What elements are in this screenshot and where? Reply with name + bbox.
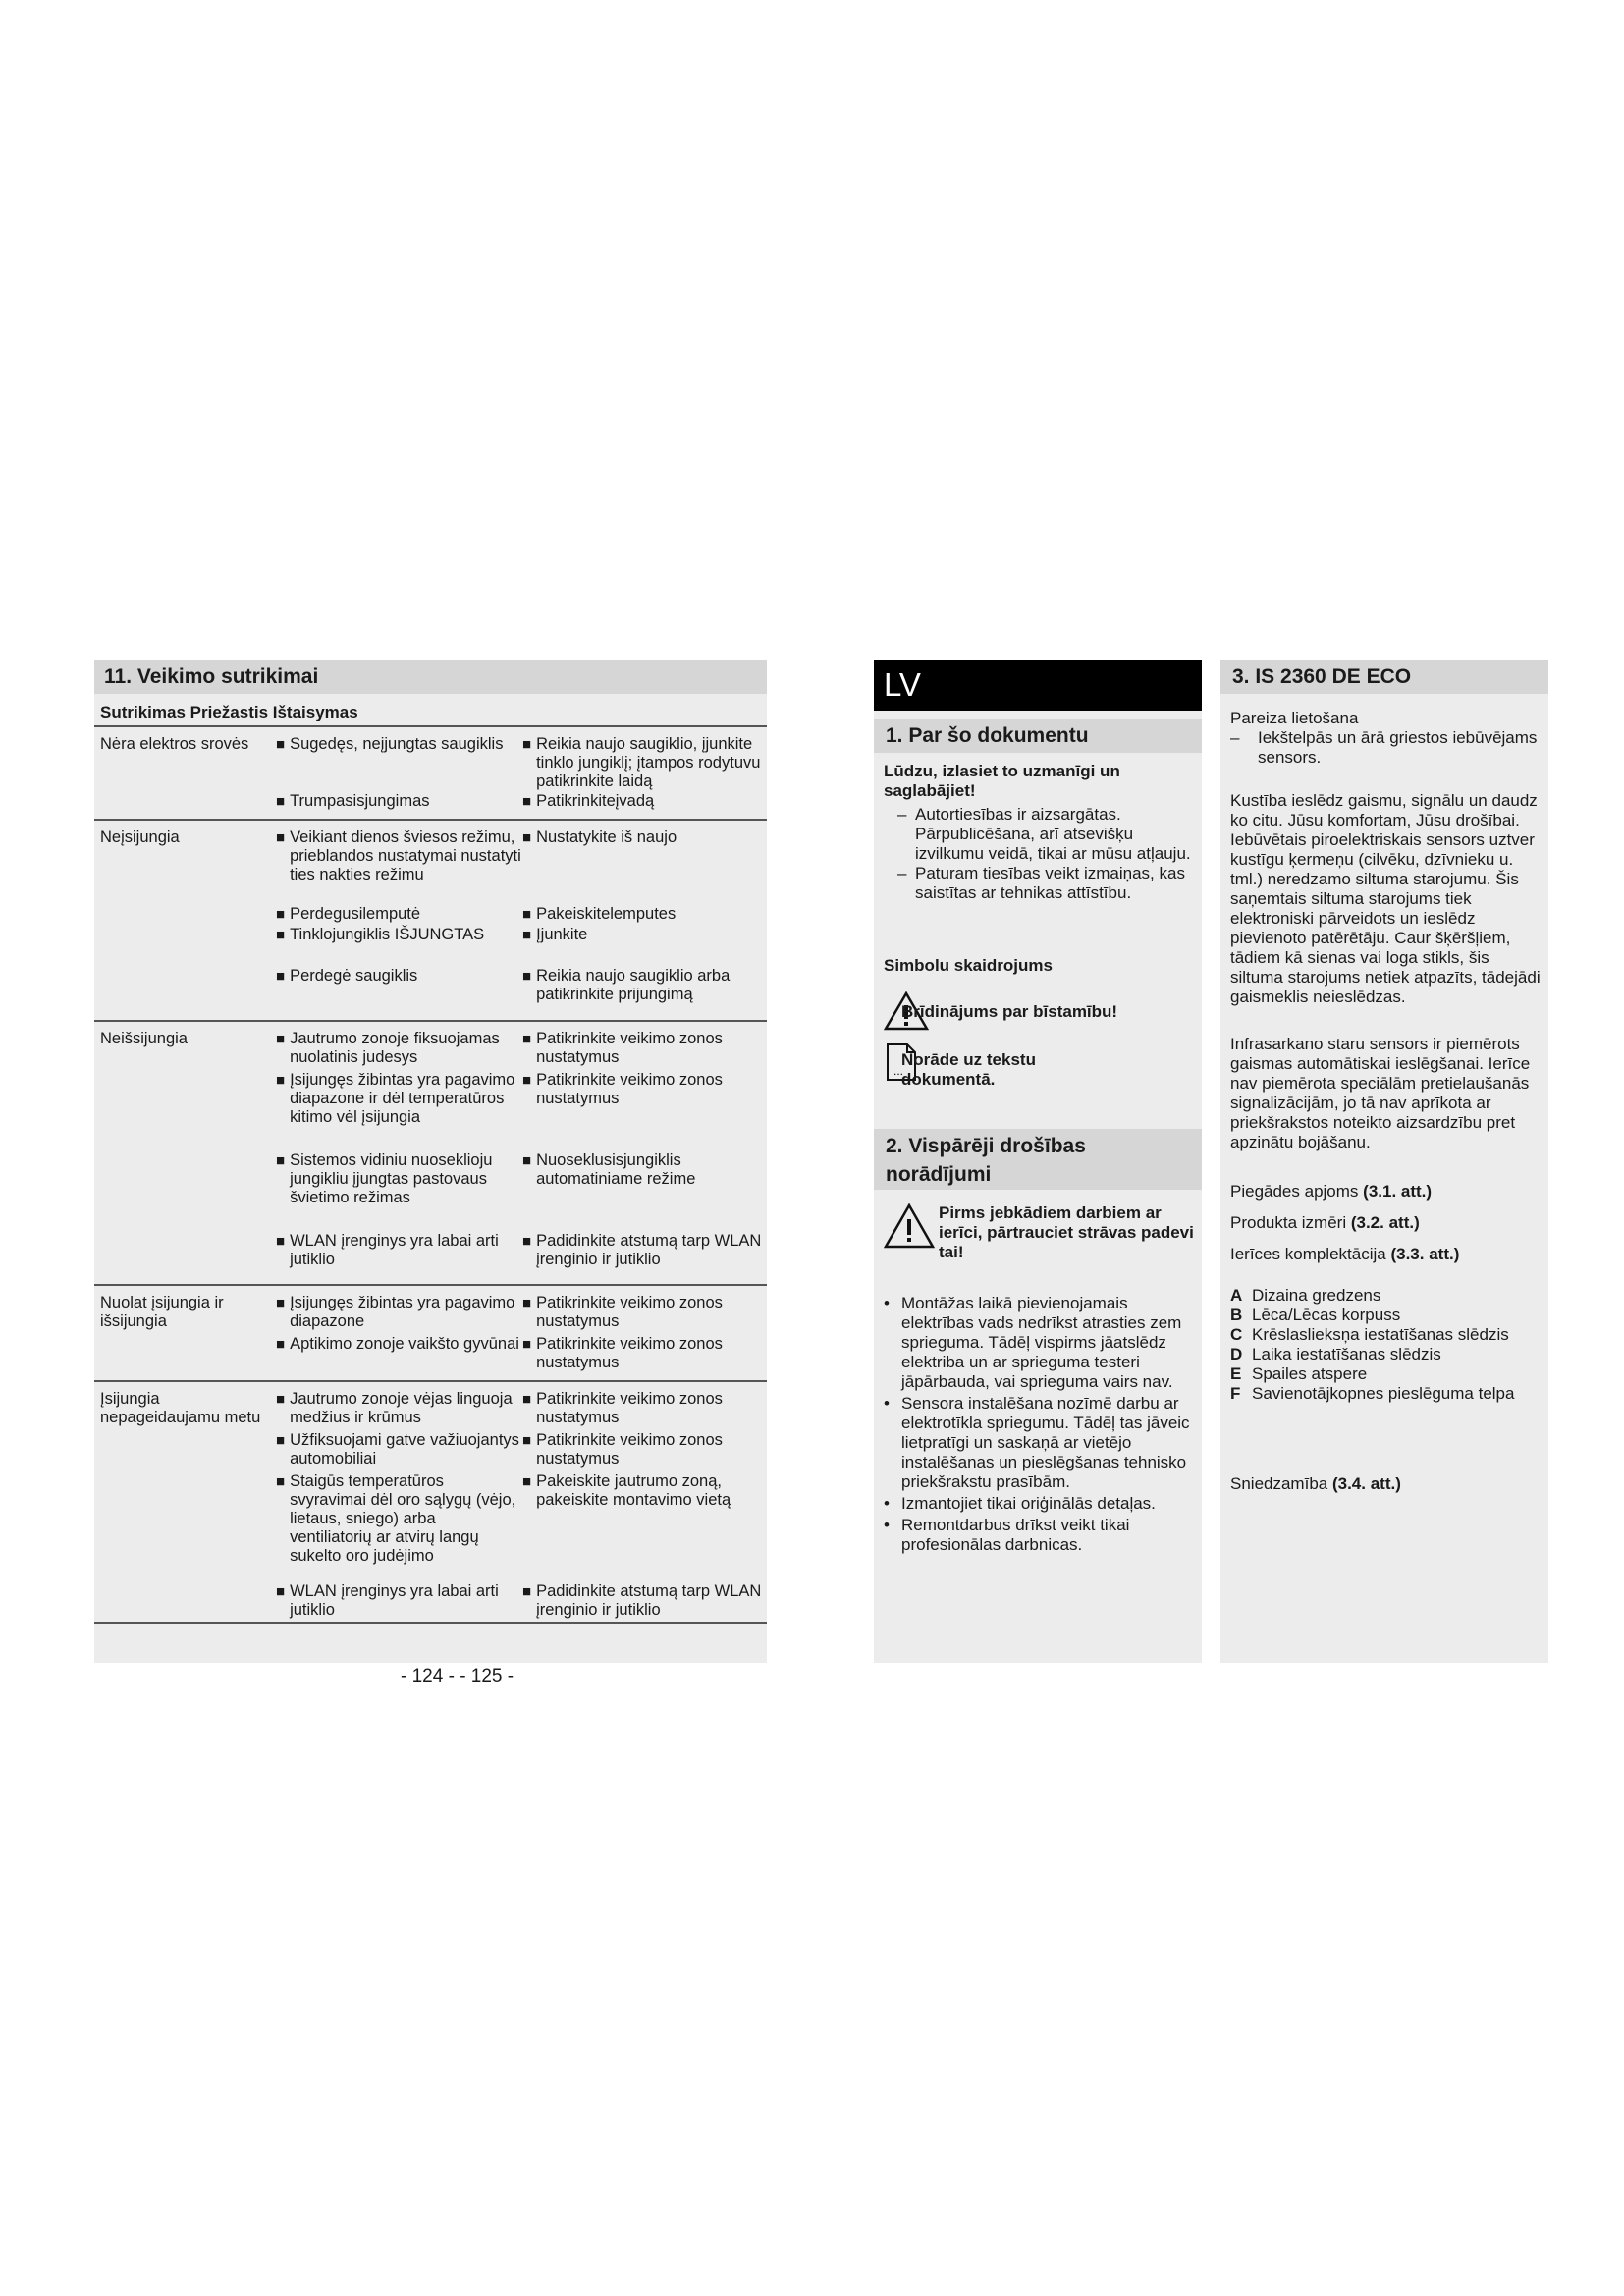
page-numbers: - 124 - - 125 - (401, 1666, 514, 1686)
section-2-title: 2. Vispārēji drošības norādījumi (874, 1129, 1202, 1190)
fix-cell: ■ Patikrinkite veikimo zonos nustatymus ■ Patikrinkite veikimo zonos nustatymus (522, 1294, 723, 1371)
section-1-title: 1. Par šo dokumentu (874, 719, 1202, 753)
cause-cell: ■ Veikiant dienos šviesos režimu, prieblandos nustatymai nustatyti ties nakties režimu ■ Perdegusilemputė ■ Tinklojungiklis IŠJUNGTAS ■ Perdegė saugiklis (276, 828, 521, 985)
fix-cell: ■ Patikrinkite veikimo zonos nustatymus ■ Patikrinkite veikimo zonos nustatymus ■ Nuoseklusisjungiklis automatiniame režime ■ Padidinkite atstumą tarp WLAN įrenginio ir jutiklio (522, 1030, 762, 1268)
section-3-title: 3. IS 2360 DE ECO (1220, 660, 1548, 694)
table-bottom-rule (94, 1622, 767, 1624)
problem-cell: Nuolat įsijungia ir išsijungia (100, 1294, 224, 1330)
list-item: E Spailes atspere (1230, 1364, 1368, 1383)
list-item: D Laika iestatīšanas slēdzis (1230, 1345, 1441, 1363)
language-label: LV (874, 660, 1202, 711)
intro-bold: Lūdzu, izlasiet to uzmanīgi un saglabājiet! (884, 762, 1120, 800)
fix-cell: ■ Nustatykite iš naujo ■ Pakeiskitelemputes ■ Įjunkite ■ Reikia naujo saugiklio arba patikrinkite prijungimą (522, 828, 731, 1003)
list-item: F Savienotājkopnes pieslēguma telpa (1230, 1384, 1515, 1403)
product-info-panel (1220, 660, 1548, 1663)
product-dimensions-ref: Produkta izmēri (3.2. att.) (1230, 1213, 1420, 1232)
dash-list: – Autortiesības ir aizsargātas. Pārpublicēšana, arī atsevišķu izvilkumu veidā, tikai ar mūsu atļauju. – Paturam tiesības veikt izmaiņas, kas saistītas ar tehnikas attīstību. (897, 805, 1191, 902)
reach-ref: Sniedzamība (3.4. att.) (1230, 1474, 1401, 1493)
description-para-2: Infrasarkano staru sensors ir piemērots gaismas automātiskai ieslēgšanai. Ierīce nav piemērota speciālām pretielaušanās signalizācijām, jo tā nav aprīkota ar priekšrakstos noteikto aizsardzību pret apzinātu bojāšanu. (1230, 1035, 1531, 1151)
intended-use-title: Pareiza lietošana (1230, 709, 1359, 727)
symbol-note-text: Norāde uz tekstu dokumentā. (901, 1050, 1036, 1089)
symbol-warning-text: Brīdinājums par bīstamību! (901, 1002, 1118, 1021)
fix-cell: ■ Patikrinkite veikimo zonos nustatymus ■ Patikrinkite veikimo zonos nustatymus ■ Pakeiskite jautrumo zoną, pakeiskite montavimo vietą ■ Padidinkite atstumą tarp WLAN įrenginio ir jutiklio (522, 1390, 762, 1619)
warning-triangle-icon (884, 1203, 935, 1249)
table-row (94, 819, 767, 1020)
list-item: A Dizaina gredzens (1230, 1286, 1381, 1305)
cause-cell: ■ Jautrumo zonoje vėjas linguoja medžius ir krūmus ■ Užfiksuojami gatve važiuojantys automobiliai ■ Staigūs temperatūros svyravimai dėl oro sąlygų (vėjo, lietaus, sniego) arba ventiliatorių ar atvirų langų sukelto oro judėjimo ■ WLAN įrenginys yra labai arti jutiklio (276, 1390, 519, 1619)
table-row (94, 1380, 767, 1618)
warning-text: Pirms jebkādiem darbiem ar ierīci, pārtrauciet strāvas padevi tai! (939, 1203, 1194, 1261)
components-ref: Ierīces komplektācija (3.3. att.) (1230, 1245, 1460, 1263)
fix-cell: ■ Reikia naujo saugiklio, įjunkite tinklo jungiklį; įtampos rodytuvu patikrinkite laidą ■ Patikrinkiteįvadą (522, 735, 761, 810)
cause-cell: ■ Sugedęs, neįjungtas saugiklis ■ Trumpasisjungimas (276, 735, 504, 810)
delivery-scope-ref: Piegādes apjoms (3.1. att.) (1230, 1182, 1433, 1201)
list-item: B Lēca/Lēcas korpuss (1230, 1306, 1401, 1324)
troubleshooting-panel (94, 660, 767, 1663)
list-item: C Krēslaslieksņa iestatīšanas slēdzis (1230, 1325, 1509, 1344)
table-row (94, 1284, 767, 1380)
intended-use-item: – Iekštelpās un ārā griestos iebūvējams sensors. (1230, 728, 1538, 767)
cause-cell: ■ Įsijungęs žibintas yra pagavimo diapazone ■ Aptikimo zonoje vaikšto gyvūnai (276, 1294, 519, 1353)
svg-text:...: ... (893, 1064, 904, 1078)
safety-bullet-list: • Montāžas laikā pievienojamais elektrības vads nedrīkst atrasties zem sprieguma. Tādēļ vispirms jāatslēdz elektriba un ar sprieguma testeri jāpārbauda, vai sprieguma vairs nav. • Sensora instalēšana nozīmē darbu ar elektrotīkla spriegumu. Tādēļ tas jāveic lietpratīgi un saskaņā ar vietējo instalēšanas un pieslēgšanas tehnisko priekšrakstu prasībām. • Izmantojiet tikai oriģinālās detaļas. • Remontdarbus drīkst veikt tikai profesionālas darbnicas. (884, 1294, 1190, 1554)
problem-cell: Neįsijungia (100, 828, 180, 846)
problem-cell: Neišsijungia (100, 1030, 188, 1047)
parts-list (1230, 1286, 1543, 1404)
cause-cell: ■ Jautrumo zonoje fiksuojamas nuolatinis judesys ■ Įsijungęs žibintas yra pagavimo diapazone ir dėl temperatūros kitimo vėl įsijungia ■ Sistemos vidiniu nuoseklioju jungikliu įjungtas pastovaus švietimo režimas ■ WLAN įrenginys yra labai arti jutiklio (276, 1030, 515, 1268)
description-para-1: Kustība ieslēdz gaismu, signālu un daudz ko citu. Jūsu komfortam, Jūsu drošībai. Iebūvētais piroelektriskais sensors uztver kustīgu ķermeņu (cilvēku, dzīvnieku u. tml.) neredzamo siltuma starojumu. Šis saņemtais siltuma starojums tiek elektroniski pārveidots un ieslēdz pievienoto patērētāju. Caur šķēršļiem, tādiem kā sienas vai loga stikls, šis siltuma starojums netiek atpazīts, tādejādi gaismeklis neieslēdzas. (1230, 791, 1541, 1006)
table-row (94, 1020, 767, 1284)
problem-cell: Nėra elektros srovės (100, 735, 249, 753)
problem-cell: Įsijungia nepageidaujamu metu (100, 1390, 261, 1426)
section-title: 11. Veikimo sutrikimai (94, 660, 767, 694)
document-info-panel (874, 660, 1202, 1663)
table-column-header: Sutrikimas Priežastis Ištaisymas (100, 703, 358, 721)
symbols-title: Simbolu skaidrojums (884, 956, 1053, 975)
table-row (94, 725, 767, 819)
